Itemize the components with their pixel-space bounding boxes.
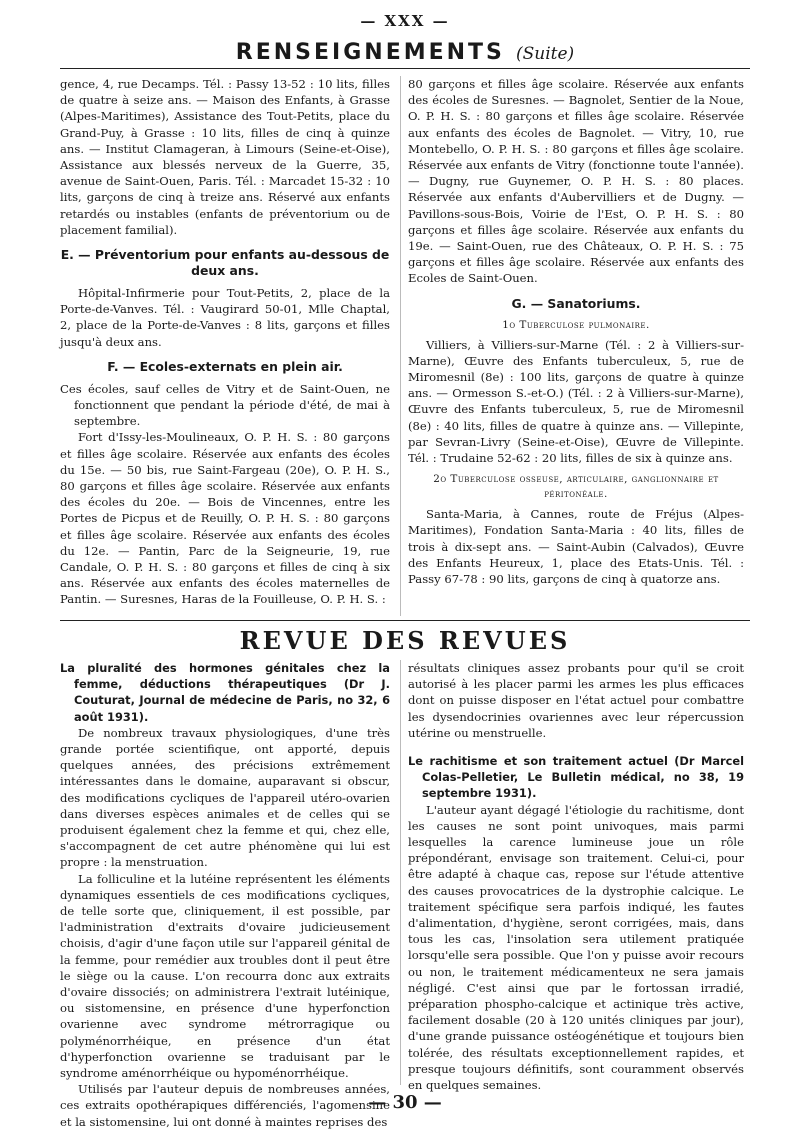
right-column-bottom — [408, 660, 744, 1093]
paragraph: résultats cliniques assez probants pour qu'il se croit autorisé à les placer parmi les armes les plus efficaces dont on puisse disposer en l'état actuel pour combattre les dysendocrinies ovariennes avec leur répercussion utérine ou menstruelle. — [408, 661, 744, 740]
running-head — [60, 40, 750, 65]
left-column-bottom — [60, 660, 390, 1130]
paragraph: L'auteur ayant dégagé l'étiologie du rachitisme, dont les causes ne sont point univoques, mais parmi lesquelles la carence lumineuse joue un rôle prépondérant, envisage son traitement. Celui-ci, pour être adapté à chaque cas, repose sur l'étude attentive des causes provocatrices de la dystrophie calcique. Le traitement spécifique sera parfois indiqué, les fautes d'alimentation, d'hygiène, seront corrigées, mais, dans tous les cas, l'insolation sera utilement pratiquée lorsqu'elle sera possible. Que l'on y puisse avoir recours ou non, le traitement médicamenteux ne sera jamais négligé. C'est ainsi que par le fortossan irradié, préparation phospho-calcique et actinique très active, facilement dosable (20 à 120 unités cliniques par jour), d'une grande puissance ostéogénétique et toujours bien tolérée, des résultats exceptionnellement rapides, et presque toujours définitifs, sont couramment observés en quelques semaines. — [408, 802, 744, 1093]
article-source: (Dr Marcel Colas-Pelletier, Le Bulletin médical, no 38, 19 septembre 1931). — [422, 754, 745, 801]
paragraph: De nombreux travaux physiologiques, d'une très grande portée scientifique, ont apporté, depuis quelques années, des précisions extrêmement intéressantes dans le domaine, auparavant si obscur, des modifications cycliques de l'appareil utéro-ovarien dans diverses espèces animales et de celles qui se produisent également chez la femme et qui, chez elle, s'accompagnent de cet autre phénomène qui lui est propre : la menstruation. — [60, 725, 390, 870]
article-title: Le rachitisme et son traitement actuel — [408, 754, 668, 769]
paragraph: La folliculine et la lutéine représentent les éléments dynamiques essentiels de ces modifications cycliques, de telle sorte que, cliniquement, il est possible, par l'administration d'extraits d'ovaire judicieusement choisis, d'agir d'une façon utile sur l'appareil génital de la femme, pour remédier aux troubles dont il peut être le siège ou la cause. L'on recourra donc aux extraits d'ovaire dissociés; on administrera l'extrait lutéinique, ou sistomensine, en présence d'une hyperfonction ovarienne avec syndrome métrorragique ou polyménorrhéique, en présence d'un état d'hyperfonction ovarienne se traduisant par le syndrome aménorrhéique ou hypoménorrhéique. — [60, 871, 390, 1081]
page-number: — 30 — — [368, 1092, 442, 1113]
right-column-top — [408, 76, 744, 587]
column-divider-bottom — [400, 660, 401, 1085]
paragraph: Santa-Maria, à Cannes, route de Fréjus (Alpes-Maritimes), Fondation Santa-Maria : 40 lits, filles de trois à dix-sept ans. — Saint-Aubin (Calvados), Œuvre des Enfants Heureux, 1, place des Etats-Unis. Tél. : Passy 67-78 : 90 lits, garçons de cinq à quatorze ans. — [408, 507, 744, 587]
column-divider-top — [400, 76, 401, 616]
article-title: La pluralité des hormones génitales chez la femme, déductions thérapeutiques — [60, 661, 390, 692]
section-rule — [60, 620, 750, 621]
paragraph: 80 garçons et filles âge scolaire. Réservée aux enfants des écoles de Suresnes. — Bagnolet, Sentier de la Noue, O. P. H. S. : 80 garçons et filles âge scolaire. Réservée aux enfants des écoles de Bagnolet. — Vitry, 10, rue Montebello, O. P. H. S. : 80 garçons et filles âge scolaire. Réservée aux enfants de Vitry (fonctionne toute l'année). — Dugny, rue Guynemer, O. P. H. S. : 80 places. Réservée aux enfants d'Aubervilliers et de Dugny. — Pavillons-sous-Bois, Voirie de l'Est, O. P. H. S. : 80 garçons et filles âge scolaire. Réservée aux enfants du 19e. — Saint-Ouen, rue des Châteaux, O. P. H. S. : 75 garçons et filles âge scolaire. Réservée aux enfants des Ecoles de Saint-Ouen. — [408, 77, 744, 286]
subsection-heading-1: 1o Tuberculose pulmonaire. — [502, 318, 650, 331]
article-source: (Dr J. Couturat, Journal de médecine de Paris, no 32, 6 août 1931). — [74, 677, 390, 724]
section-heading-f: F. — Ecoles-externats en plein air. — [107, 358, 343, 374]
article-heading — [408, 753, 744, 802]
paragraph: Utilisés par l'auteur depuis de nombreuses années, ces extraits opothérapiques différenciés, l'agomensine et la sistomensine, lui ont donné à maintes reprises des — [60, 1082, 390, 1129]
running-head-title: RENSEIGNEMENTS — [235, 40, 505, 65]
paragraph: Fort d'Issy-les-Moulineaux, O. P. H. S. : 80 garçons et filles âge scolaire. Réservée aux enfants des écoles du 15e. — 50 bis, rue Saint-Fargeau (20e), O. P. H. S., 80 garçons et filles âge scolaire. Réservée aux enfants des écoles du 20e. — Bois de Vincennes, entre les Portes de Picpus et de Reuilly, O. P. H. S. : 80 garçons et filles âge scolaire. Réservée aux enfants des écoles du 12e. — Pantin, Parc de la Seigneurie, 19, rue Candale, O. P. H. S. : 80 garçons et filles de cinq à six ans. Réservée aux enfants des écoles maternelles de Pantin. — Suresnes, Haras de la Fouilleuse, O. P. H. S. : — [60, 430, 390, 607]
subsection-heading-2: 2o Tuberculose osseuse, articulaire, ganglionnaire et péritonéale. — [433, 473, 719, 501]
paragraph: Hôpital-Infirmerie pour Tout-Petits, 2, place de la Porte-de-Vanves. Tél. : Vaugirard 50-01, Mlle Chaptal, 2, place de la Porte-de-Vanves : 8 lits, garçons et filles jusqu'à deux ans. — [60, 286, 390, 349]
section-heading-g: G. — Sanatoriums. — [511, 295, 641, 311]
paragraph: gence, 4, rue Decamps. Tél. : Passy 13-52 : 10 lits, filles de quatre à seize ans. — Maison des Enfants, à Grasse (Alpes-Maritimes), Assistance des Tout-Petits, place du Grand-Puy, à Grasse : 10 lits, filles de cinq à quinze ans. — Institut Clamageran, à Limours (Seine-et-Oise), Assistance aux blessés nerveux de la Guerre, 35, avenue de Saint-Ouen, Paris. Tél. : Marcadet 15-32 : 10 lits, garçons de cinq à treize ans. Réservé aux enfants retardés ou instables (enfants de préventorium ou de placement familial). — [60, 77, 390, 237]
article-heading — [60, 660, 390, 725]
left-column-top — [60, 76, 390, 608]
paragraph: Ces écoles, sauf celles de Vitry et de Saint-Ouen, ne fonctionnent que pendant la période d'été, de mai à septembre. — [60, 381, 390, 429]
running-head-suite: (Suite) — [516, 44, 575, 64]
top-rule — [60, 68, 750, 69]
roman-folio: — XXX — — [360, 12, 450, 30]
revue-des-revues-title: REVUE DES REVUES — [239, 626, 571, 655]
section-heading-e: E. — Préventorium pour enfants au-dessous de deux ans. — [60, 247, 390, 279]
paragraph: Villiers, à Villiers-sur-Marne (Tél. : 2 à Villiers-sur-Marne), Œuvre des Enfants tuberculeux, 5, rue de Miromesnil (8e) : 100 lits, garçons de quatre à quinze ans. — Ormesson S.-et-O.) (Tél. : 2 à Villiers-sur-Marne), Œuvre des Enfants tuberculeux, 5, rue de Miromesnil (8e) : 40 lits, filles de quatre à quinze ans. — Villepinte, par Sevran-Livry (Seine-et-Oise), Œuvre de Villepinte. Tél. : Trudaine 52-62 : 20 lits, filles de six à quinze ans. — [408, 337, 744, 466]
page — [60, 0, 750, 1146]
